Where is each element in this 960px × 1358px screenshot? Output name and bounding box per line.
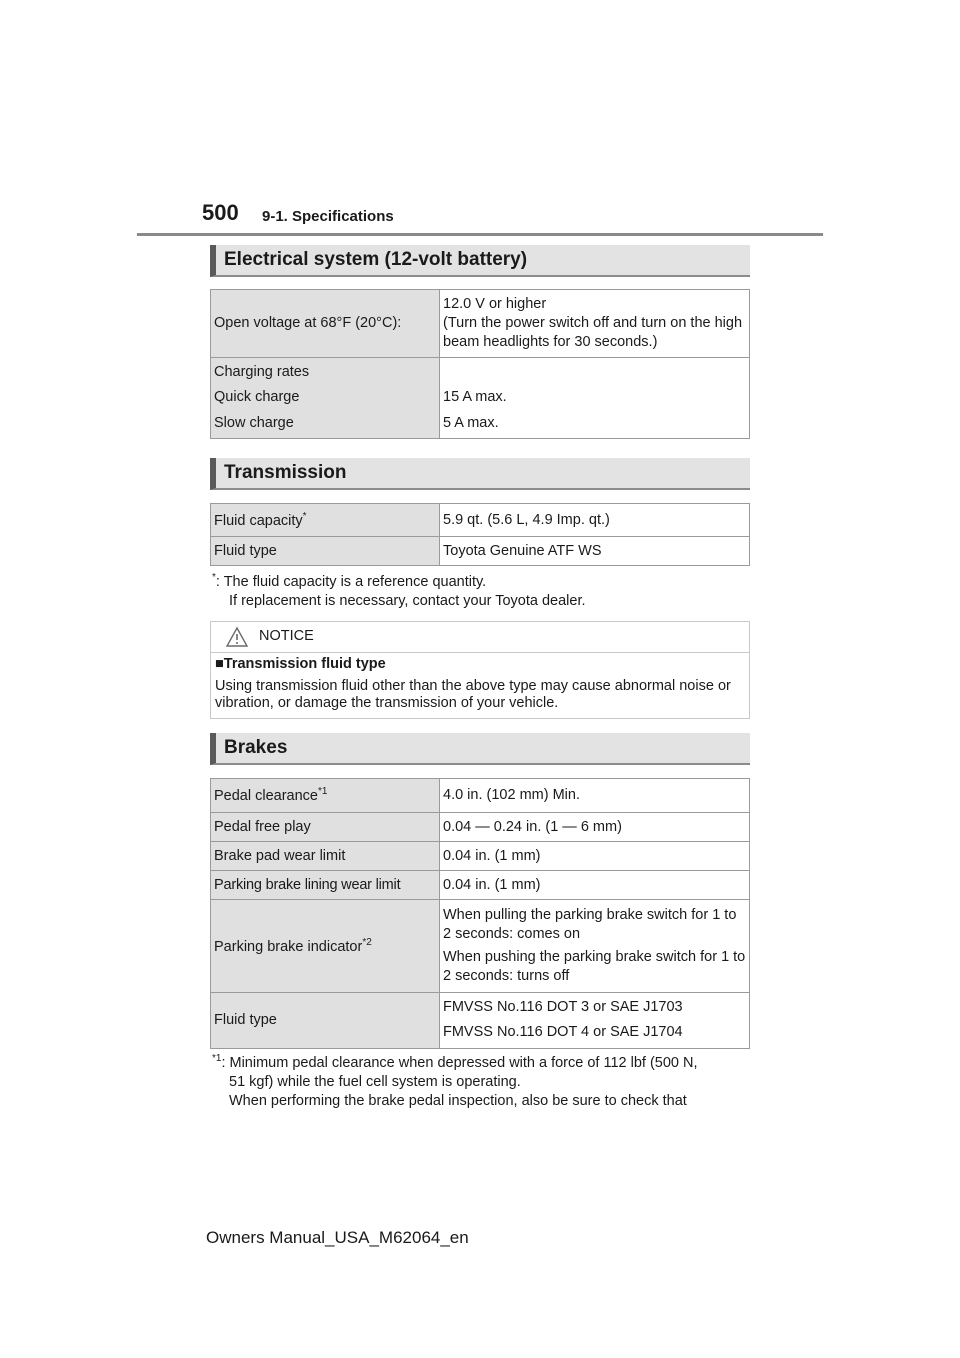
charging-rates-values [440,358,750,439]
table-row [211,993,750,1049]
fluid-type-value: Toyota Genuine ATF WS [440,537,750,566]
table-row [211,813,750,842]
transmission-section-title: Transmission [224,462,347,483]
indicator-value-on: When pulling the parking brake switch for 1 to 2 seconds: comes on [443,907,737,943]
table-row [211,871,750,900]
indicator-value [440,900,750,993]
bullet-icon: ■ [215,656,224,672]
pedal-clearance-footnote-mark: *1 [318,786,328,798]
brakes-section-heading [210,733,750,765]
slow-charge-label: Slow charge [214,414,294,431]
warning-triangle-icon [225,626,249,648]
table-row [211,290,750,358]
brakes-footnote [212,1052,698,1111]
brake-fluid-type-value-2: FMVSS No.116 DOT 4 or SAE J1704 [443,1024,683,1041]
electrical-section-heading [210,245,750,277]
brake-fluid-type-value-1: FMVSS No.116 DOT 3 or SAE J1703 [443,999,683,1015]
fluid-capacity-footnote-mark: * [302,510,307,522]
brakes-footnote-line: $^{*1}$: Minimum pedal clearance when depressed with a force of 112 lbf (500 N, [212,1053,698,1071]
brakes-footnote-line: When performing the brake pedal inspection, also be sure to check that [229,1093,687,1110]
pad-wear-label: Brake pad wear limit [211,842,440,871]
header-rule [137,233,823,236]
open-voltage-value-line: 12.0 V or higher [443,296,547,313]
pedal-clearance-value: 4.0 in. (102 mm) Min. [440,779,750,813]
transmission-footnote [212,571,586,611]
open-voltage-value-note: (Turn the power switch off and turn on the high beam headlights for 30 seconds.) [443,315,743,350]
table-row [211,537,750,566]
indicator-label: Parking brake indicator$^{*2}$ [211,900,440,993]
indicator-footnote-mark: *2 [362,936,372,948]
quick-charge-value: 15 A max. [443,389,507,406]
transmission-spec-table [210,503,750,566]
footer-document-id: Owners Manual_USA_M62064_en [206,1228,469,1247]
fluid-capacity-label: Fluid capacity* [211,504,440,537]
section-label: 9-1. Specifications [262,208,394,225]
table-row [211,358,750,439]
open-voltage-label: Open voltage at 68°F (20°C): [211,290,440,358]
slow-charge-value: 5 A max. [443,414,499,431]
electrical-spec-table [210,289,750,439]
fluid-capacity-value: 5.9 qt. (5.6 L, 4.9 Imp. qt.) [440,504,750,537]
lining-wear-label: Parking brake lining wear limit [211,871,440,900]
table-row [211,779,750,813]
charging-rates-labels [211,358,440,439]
notice-label: NOTICE [259,628,314,644]
fluid-type-label: Fluid type [211,537,440,566]
transmission-footnote-line: If replacement is necessary, contact your Toyota dealer. [229,592,586,609]
charging-rates-label: Charging rates [214,364,310,380]
notice-header [211,622,749,653]
notice-box [210,621,750,719]
table-row [211,842,750,871]
transmission-section-heading [210,458,750,490]
pedal-free-play-label: Pedal free play [211,813,440,842]
brakes-footnote-line: 51 kgf) while the fuel cell system is operating. [229,1073,521,1090]
brakes-spec-table [210,778,750,1049]
table-row [211,504,750,537]
notice-title: ■Transmission fluid type [215,656,386,672]
indicator-value-off: When pushing the parking brake switch for 1 to 2 seconds: turns off [443,949,746,984]
transmission-footnote-line: *: The fluid capacity is a reference quantity. [212,572,487,590]
quick-charge-label: Quick charge [214,389,300,406]
notice-text: Using transmission fluid other than the above type may cause abnormal noise or vibration, or damage the transmission of your vehicle. [215,678,731,711]
table-row [211,900,750,993]
brake-fluid-type-label: Fluid type [211,993,440,1049]
electrical-section-title: Electrical system (12-volt battery) [224,249,528,270]
lining-wear-value: 0.04 in. (1 mm) [440,871,750,900]
pedal-free-play-value: 0.04 — 0.24 in. (1 — 6 mm) [440,813,750,842]
pedal-clearance-label: Pedal clearance$^{*1}$ [211,779,440,813]
page-number: 500 [202,200,239,225]
pad-wear-value: 0.04 in. (1 mm) [440,842,750,871]
open-voltage-value [440,290,750,358]
brake-fluid-type-value [440,993,750,1049]
brakes-section-title: Brakes [224,737,288,758]
